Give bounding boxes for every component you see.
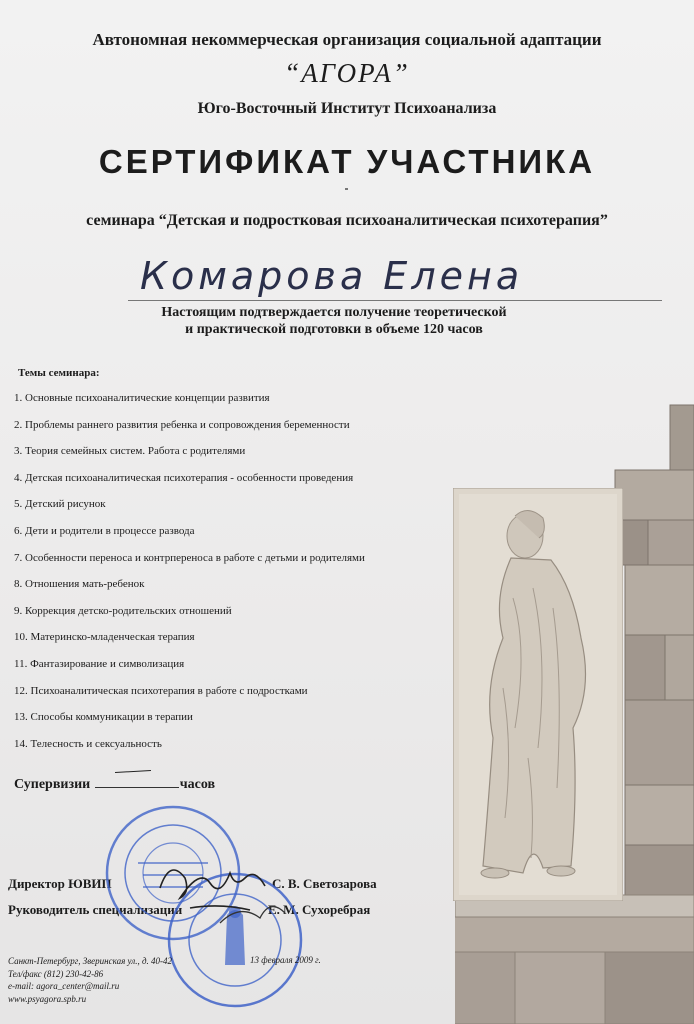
list-item: 3. Теория семейных систем. Работа с родителями: [14, 445, 246, 458]
institute-name: Юго-Восточный Институт Психоанализа: [197, 100, 497, 117]
decorative-dot: [345, 188, 348, 190]
supervision-blank: [95, 775, 179, 788]
list-item: 10. Материнско-младенческая терапия: [14, 631, 195, 644]
issue-date: 13 февраля 2009 г.: [250, 955, 321, 965]
footer-web: www.psyagora.spb.ru: [8, 993, 87, 1004]
supervision-unit: часов: [179, 777, 216, 792]
list-item: 8. Отношения мать-ребенок: [14, 578, 145, 591]
list-item: 7. Особенности переноса и контрпереноса в работе с детьми и родителями: [14, 551, 365, 564]
confirmation-line-1: Настоящим подтверждается получение теоретической: [161, 305, 507, 320]
list-item: 9. Коррекция детско-родительских отношений: [14, 604, 232, 617]
supervision-label: Супервизии: [14, 777, 91, 792]
head-name: Е. М. Сухоребрая: [268, 902, 371, 917]
list-item: 13. Способы коммуникации в терапии: [14, 711, 193, 724]
supervision-dash: [115, 770, 151, 773]
name-underline: [128, 300, 662, 301]
organization-line: Автономная некоммерческая организация социальной адаптации: [92, 30, 602, 49]
list-item: 1. Основные психоаналитические концепции развития: [14, 392, 270, 404]
certificate-title: СЕРТИФИКАТ УЧАСТНИКА: [98, 143, 596, 180]
confirmation-text: [124, 304, 544, 338]
list-item: 12. Психоаналитическая психотерапия в работе с подростками: [14, 684, 308, 697]
head-role: Руководитель специализации: [8, 902, 183, 917]
footer-email: e-mail: agora_center@mail.ru: [8, 981, 120, 991]
list-item: 2. Проблемы раннего развития ребенка и сопровождения беременности: [14, 418, 350, 431]
director-name: С. В. Светозарова: [272, 876, 377, 891]
list-item: 4. Детская психоаналитическая психотерапия - особенности проведения: [14, 471, 354, 484]
topics-heading: Темы семинара:: [18, 367, 100, 379]
footer-phone: Тел/факс (812) 230-42-86: [8, 968, 104, 979]
supervision-line: [14, 775, 215, 793]
list-item: 14. Телесность и сексуальность: [14, 737, 162, 750]
participant-name: Комарова Елена: [140, 254, 524, 298]
handwritten-signature-icon: [150, 848, 320, 938]
director-role: Директор ЮВИП: [8, 876, 112, 891]
organization-name: “АГОРА”: [284, 58, 410, 88]
list-item: 6. Дети и родители в процессе развода: [14, 524, 195, 537]
list-item: 5. Детский рисунок: [14, 498, 106, 511]
topics-list: [14, 385, 365, 757]
seminar-title: семинара “Детская и подростковая психоаналитическая психотерапия”: [86, 212, 608, 229]
classical-relief-image: [453, 488, 623, 901]
footer-contacts: [8, 955, 172, 1005]
confirmation-line-2: и практической подготовки в объеме 120 часов: [185, 322, 483, 337]
list-item: 11. Фантазирование и символизация: [14, 657, 185, 670]
footer-address: Санкт-Петербург, Зверинская ул., д. 40-42: [8, 956, 172, 966]
